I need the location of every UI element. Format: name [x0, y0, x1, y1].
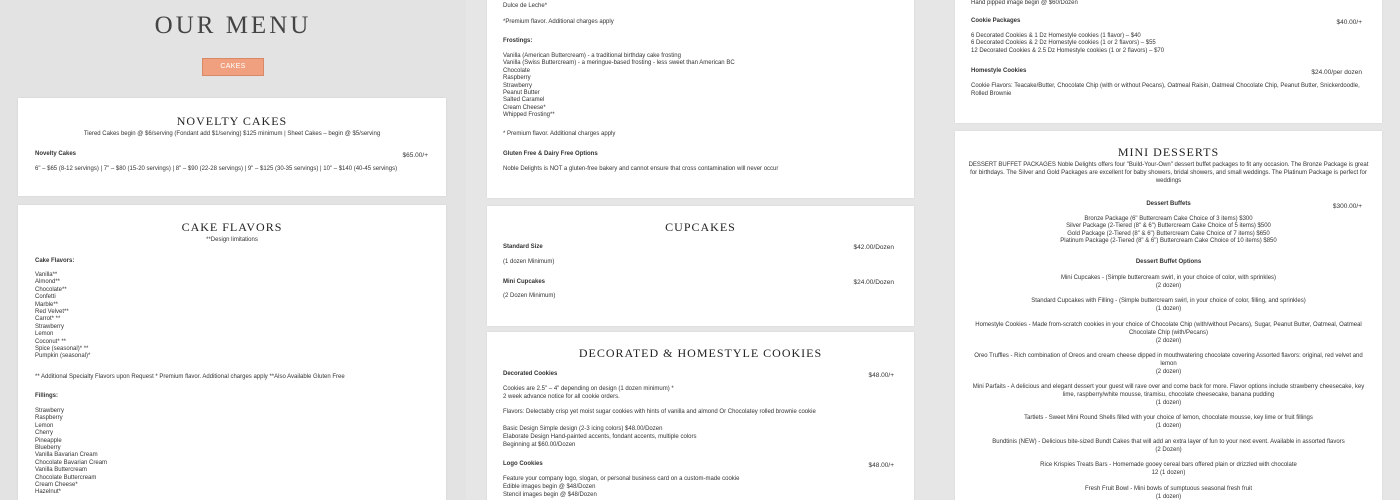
logo-desc: Edible images begin @ $48/Dozen	[503, 484, 596, 490]
option-qty: (1 dozen)	[1155, 422, 1182, 429]
buffet-option	[969, 275, 1368, 291]
option-text: Fresh Fruit Bowl - Mini bowls of sumptuous seasonal fresh fruit	[1084, 486, 1253, 492]
buffet-option	[969, 298, 1368, 314]
option-qty: (1 dozen)	[1155, 399, 1182, 406]
decorated-desc: 2 week advance notice for all cookie orders.	[503, 394, 620, 400]
option-text: Tartlets - Sweet Mini Round Shells filled with your choice of lemon, chocolate mousse, key lime or fruit fillings	[1024, 415, 1313, 421]
frostings-list	[503, 53, 735, 120]
list-item: Salted Caramel	[503, 97, 545, 104]
premium-note: *Premium flavor. Additional charges apply	[503, 19, 614, 25]
list-item: 12 Decorated Cookies & 2.5 Dz Homestyle cookies (1 or 2 flavors) – $70	[971, 47, 1165, 54]
list-item: Chocolate**	[35, 286, 67, 293]
option-qty: (2 dozen)	[1155, 337, 1182, 344]
novelty-cakes-card	[18, 98, 446, 196]
novelty-subtitle: Tiered Cakes begin @ $6/serving (Fondant add $1/serving) $125 minimum | Sheet Cakes – begin @ $5/serving	[83, 131, 381, 137]
option-text: Oreo Truffles - Rich combination of Oreos and cream cheese dipped in mouthwatering chocolate covering Assorted flavors: original, red velvet and lemon	[974, 353, 1363, 367]
logo-desc: Stencil images begin @ $48/Dozen	[503, 492, 597, 498]
decorated-cookies-card	[487, 332, 914, 500]
column-cupcakes-cookies	[466, 0, 936, 500]
cupcakes-card	[487, 206, 914, 326]
list-item: Chocolate Buttercream	[35, 474, 97, 481]
list-item: Cherry	[35, 430, 54, 437]
mini-desserts-card	[955, 131, 1382, 500]
list-item: Vanilla Bavarian Cream	[35, 452, 98, 459]
list-item: Gold Package (2-Tiered (8" & 6") Buttercream Cake Choice of 7 items) $650	[1067, 230, 1270, 237]
cake-flavors-card	[18, 205, 446, 500]
list-item: 6 Decorated Cookies & 2 Dz Homestyle cookies (1 or 2 flavors) – $55	[971, 40, 1156, 47]
option-qty: (2 dozen)	[1155, 368, 1182, 375]
cake-flavors-list	[35, 272, 90, 361]
option-text: Bundtinis (NEW) - Delicious bite-sized Bundt Cakes that will add an extra layer of fun to your next event. Available in assorted flavors	[992, 439, 1345, 445]
list-item: Hazelnut*	[35, 489, 62, 496]
option-text: Mini Cupcakes - (Simple buttercream swirl, in your choice of color, with sprinkles)	[1060, 275, 1277, 281]
list-item: Strawberry	[35, 408, 65, 414]
buffet-option	[969, 462, 1368, 478]
logo-cookies-price: $48.00/+	[868, 462, 894, 469]
list-item: Bronze Package (6" Buttercream Cake Choice of 3 items) $300	[1084, 216, 1253, 222]
list-item: Pumpkin (seasonal)*	[35, 353, 91, 360]
option-qty: (2 Dozen)	[1155, 446, 1182, 453]
novelty-item-desc: 6" – $65 (8-12 servings) | 7" – $80 (15-20 servings) | 8" – $90 (22-28 servings) | 9" – $125 (30-35 servings) | 10" – $140 (40-45 servings)	[35, 166, 398, 172]
novelty-cakes-title: NOVELTY CAKES	[176, 114, 288, 128]
list-item: Spice (seasonal)* **	[35, 346, 89, 353]
list-item: Vanilla**	[35, 272, 58, 278]
list-item: Marble**	[35, 301, 59, 308]
option-text: Standard Cupcakes with Filling - (Simple buttercream swirl, in your choice of color, filling, and sprinkles)	[1031, 298, 1306, 304]
decorated-desc: Flavors: Delectably crisp yet moist sugar cookies with hints of vanilla and almond Or Chocolatey rolled brownie cookie	[503, 409, 816, 415]
dessert-buffets-list	[955, 216, 1382, 246]
fillings-list	[35, 408, 107, 497]
fillings-label: Fillings:	[35, 393, 58, 399]
frostings-card	[487, 0, 914, 198]
decorated-desc: Elaborate Design Hand-painted accents, fondant accents, multiple colors	[503, 434, 697, 440]
hand-piped-note: Hand pipped image begin @ $60/Dozen	[971, 0, 1078, 6]
decorated-desc: Cookies are 2.5" – 4" depending on design (1 dozen minimum) *	[503, 386, 674, 392]
novelty-item-price: $65.00/+	[402, 152, 428, 159]
dessert-buffets-price: $300.00/+	[1332, 203, 1362, 210]
mini-desserts-intro: DESSERT BUFFET PACKAGES Noble Delights offers four "Build-Your-Own" dessert buffet packages to fit any occasion. The Bronze Package is great for birthdays. The Silver and Gold Packages are excellent for baby showers, bridal showers, and small weddings. The Platinum Package is perfect for weddings	[968, 162, 1369, 184]
decorated-cookies-price: $48.00/+	[868, 372, 894, 379]
list-item: Coconut* **	[35, 338, 67, 345]
homestyle-cookies-price: $24.00/per dozen	[1311, 69, 1362, 76]
option-text: Mini Parfaits - A delicious and elegant dessert your guest will rave over and come back for more. Flavor options include strawberry cheesecake, key lime, raspberry/white mousse, tiramisu, chocolate cheesecake, banana pudding	[972, 384, 1365, 398]
list-item: 6 Decorated Cookies & 1 Dz Homestyle cookies (1 flavor) – $40	[971, 33, 1141, 39]
list-item: Cream Cheese*	[503, 104, 546, 111]
standard-size-name: Standard Size	[503, 244, 543, 250]
frostings-note: * Premium flavor. Additional charges apply	[503, 131, 616, 137]
homestyle-cookies-name: Homestyle Cookies	[971, 68, 1027, 74]
list-item: Blueberry	[35, 445, 61, 452]
list-item: Silver Package (2-Tiered (8" & 6") Buttercream Cake Choice of 5 items) $500	[1066, 223, 1271, 230]
list-item: Red Velvet**	[35, 309, 69, 316]
list-item: Lemon	[35, 331, 54, 338]
list-item: Pineapple	[35, 437, 62, 444]
cakes-button[interactable]: CAKES	[202, 58, 264, 76]
buffet-option	[969, 486, 1368, 500]
list-item: Vanilla (American Buttercream) - a traditional birthday cake frosting	[503, 53, 681, 59]
list-item: Chocolate	[503, 67, 531, 74]
list-item: Strawberry	[35, 323, 65, 330]
homestyle-cookies-desc: Cookie Flavors: Teacake/Butter, Chocolate Chip (with or without Pecans), Oatmeal Raisin, Oatmeal Chocolate Chip, Peanut Butter, Snickerdoodle, Rolled Brownie	[971, 83, 1360, 97]
buffet-option	[969, 384, 1368, 407]
cake-flavors-label: Cake Flavors:	[35, 258, 75, 264]
logo-cookies-name: Logo Cookies	[503, 461, 543, 467]
dulce-de-leche: Dulce de Leche*	[503, 3, 548, 9]
list-item: Chocolate Bavarian Cream	[35, 459, 108, 466]
cake-flavors-subtitle: **Design limitations	[206, 237, 258, 243]
gf-text: Noble Delights is NOT a gluten-free bakery and cannot ensure that cross contamination will never occur	[503, 166, 779, 172]
decorated-cookies-name: Decorated Cookies	[503, 371, 558, 377]
novelty-item-name: Novelty Cakes	[35, 151, 77, 157]
list-item: Peanut Butter	[503, 90, 540, 97]
list-item: Cream Cheese*	[35, 482, 78, 489]
column-cookies-mini-desserts	[936, 0, 1400, 500]
page-title: OUR MENU	[154, 12, 312, 39]
logo-desc: Feature your company logo, slogan, or personal business card on a custom-made cookie	[503, 476, 740, 482]
list-item: Confetti	[35, 294, 56, 301]
standard-size-desc: (1 dozen Minimum)	[503, 259, 555, 265]
option-text: Rice Krispies Treats Bars - Homemade gooey cereal bars offered plain or drizzled with chocolate	[1040, 462, 1297, 468]
option-qty: (2 dozen)	[1155, 282, 1182, 289]
list-item: Almond**	[35, 279, 61, 286]
list-item: Vanilla (Swiss Buttercream) - a meringue-based frosting - less sweet than American BC	[503, 60, 735, 67]
list-item: Lemon	[35, 422, 54, 429]
list-item: Strawberry	[503, 82, 533, 89]
option-qty: (1 dozen)	[1155, 493, 1182, 500]
cookie-packages-list	[971, 33, 1164, 55]
list-item: Raspberry	[35, 415, 63, 422]
frostings-label: Frostings:	[503, 38, 533, 44]
gf-label: Gluten Free & Dairy Free Options	[503, 151, 598, 157]
buffet-option	[969, 415, 1368, 431]
buffet-option	[969, 353, 1368, 376]
option-qty: 12 (1 dozen)	[1151, 469, 1186, 476]
list-item: Platinum Package (2-Tiered (8" & 6") Buttercream Cake Choice of 10 items) $850	[1060, 238, 1277, 245]
option-text: Homestyle Cookies - Made from-scratch cookies in your choice of Chocolate Chip (with/without Pecans), Sugar, Peanut Butter, Oatmeal, Oatmeal Chocolate Chip (with/Pecans)	[975, 322, 1362, 336]
list-item: Vanilla Buttercream	[35, 467, 87, 474]
decorated-desc: Basic Design Simple design (2-3 icing colors) $48.00/Dozen	[503, 426, 663, 432]
standard-size-price: $42.00/Dozen	[853, 244, 894, 251]
flavors-note: ** Additional Specialty Flavors upon Request * Premium flavor. Additional charges apply **Also Available Gluten Free	[35, 374, 345, 380]
dessert-buffets-name: Dessert Buffets	[1146, 201, 1191, 207]
list-item: Whipped Frosting**	[503, 112, 555, 119]
cookie-packages-name: Cookie Packages	[971, 18, 1021, 24]
decorated-cookies-title: DECORATED & HOMESTYLE COOKIES	[578, 346, 823, 360]
cake-flavors-title: CAKE FLAVORS	[181, 220, 283, 234]
option-qty: (1 dozen)	[1155, 305, 1182, 312]
mini-desserts-title: MINI DESSERTS	[1117, 145, 1220, 159]
column-cakes	[0, 0, 466, 500]
list-item: Raspberry	[503, 75, 531, 82]
mini-cupcakes-desc: (2 Dozen Minimum)	[503, 293, 556, 299]
cookie-packages-price: $40.00/+	[1336, 19, 1362, 26]
buffet-option	[969, 439, 1368, 455]
mini-cupcakes-name: Mini Cupcakes	[503, 279, 546, 285]
cupcakes-title: CUPCAKES	[665, 220, 736, 234]
buffet-options-label: Dessert Buffet Options	[1135, 259, 1202, 265]
mini-cupcakes-price: $24.00/Dozen	[853, 279, 894, 286]
cookie-packages-card	[955, 0, 1382, 123]
list-item: Carrot* **	[35, 316, 61, 323]
decorated-desc: Beginning at $60.00/Dozen	[503, 442, 576, 448]
buffet-option	[969, 322, 1368, 345]
